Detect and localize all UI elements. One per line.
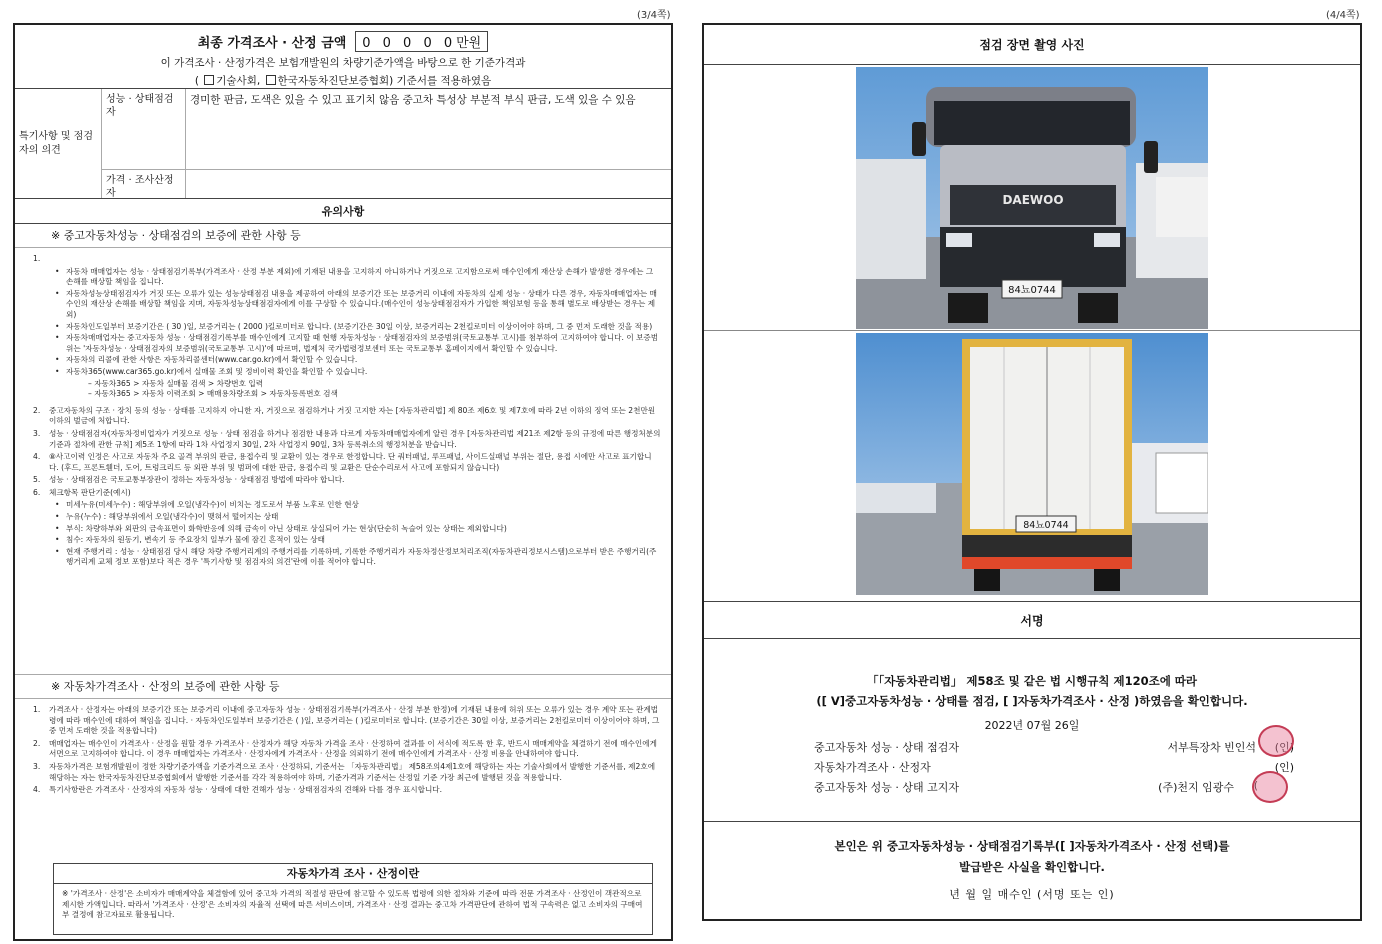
special-notes-section (15, 89, 671, 199)
seal-mark: (인) (1274, 761, 1294, 774)
signer-row (814, 759, 1294, 777)
bullet-dot: • (55, 288, 60, 298)
bullet-text: 자동차성능상태점검자가 거짓 또는 오류가 있는 성능상태점검 내용을 제공하여 아래의 보증기간 또는 보증거리 이내에 자동차의 실제 성능 · 상태가 다른 경우, 자동차매매업자는 매수인의 재산상 손해를 배상할 책임을 지며, 자동차성능상태점검자에게 이를 구상할 수 있습니다.(매수인이 성능상태점검자가 가입한 책임보험 등을 통해 별도로 배상받는 경우는 제외) (66, 288, 658, 319)
buyer-line-1: 본인은 위 중고자동차성능 · 상태점검기록부([ ]자동차가격조사 · 산정 선택)를 (834, 839, 1230, 853)
inspection-notes-page (13, 23, 673, 941)
list-bullet (55, 535, 661, 546)
inspection-photo-page (702, 23, 1362, 921)
price-note-line1: 이 가격조사 · 산정가격은 보험개발원의 차량기준가액을 바탕으로 한 기준가격과 (160, 57, 526, 69)
photo-section-title: 점검 장면 촬영 사진 (704, 25, 1360, 65)
signer-name: (주)천지 임광수 (1158, 781, 1234, 794)
bullet-dot: • (55, 333, 60, 343)
seal-stamp-inspector (1258, 725, 1294, 757)
signature-rows (704, 737, 1360, 797)
list-bullet (55, 289, 661, 321)
item-number: 4. (33, 785, 41, 795)
final-price-block (15, 25, 671, 89)
signer-role: 중고자동차 성능 · 상태 점검자 (814, 741, 959, 754)
item-number: 5. (33, 475, 41, 485)
item-text: ⑧사고이력 인정은 사고로 자동차 주요 골격 부위의 판금, 용접수리 및 교환이 있는 경우로 한정합니다. 단 쿼터패널, 루프패널, 사이드실패널 부위는 절단, 용접 시에만 사고로 표기합니다. (후드, 프론트휀더, 도어, 트렁크리드 등 외판 부위 및 범퍼에 대한 판금, 용접수리 및 교환은 단순수리로서 사고에 포함되지 않습니다) (49, 452, 652, 472)
photo-front (704, 65, 1360, 331)
list-item (33, 739, 661, 760)
list-bullet (55, 512, 661, 523)
cert-line-1: 「「자동차관리법」 제58조 및 같은 법 시행규칙 제120조에 따라 (866, 674, 1198, 688)
bullet-dot: • (55, 546, 60, 556)
item-text: 중고자동차의 구조 · 장치 등의 성능 · 상태를 고지하지 아니한 자, 거짓으로 점검하거나 거짓 고지한 자는 [자동차관리법] 제 80조 제6호 및 제7호에 따라 2년 이하의 징역 또는 2천만원 이하의 벌금에 처합니다. (49, 405, 656, 426)
definition-text: ※ '가격조사 · 산정'은 소비자가 매매계약을 체결함에 있어 중고차 가격의 적절성 판단에 참고할 수 있도록 법령에 의한 절차와 기준에 따라 전문 가격조사 · 산정인이 객관적으로 제시한 가액입니다. 따라서 '가격조사 · 산정'은 소비자의 자율적 선택에 따른 서비스이며, 가격조사 · 산정 결과는 중고차 가격판단에 관하여 법적 구속력은 없고 소비자의 구매여부 결정에 참고자료로 활용됩니다. (62, 889, 643, 920)
bullet-text: 자동차인도일부터 보증기간은 ( 30 )일, 보증거리는 ( 2000 )킬로미터로 합니다. (보증기간은 30일 이상, 보증거리는 2천킬로미터 이상이어야 하며, 그 중 먼저 도래한 것을 적용) (66, 321, 653, 331)
special-notes-label: 특기사항 및 점검자의 의견 (15, 89, 102, 198)
price-note-line2 (15, 73, 671, 88)
checkbox-kadia[interactable] (266, 75, 276, 85)
bullet-dot: • (55, 523, 60, 533)
option-tech-society: 기술사회, (216, 75, 261, 87)
sub-instruction: – 자동차365 > 자동차 실매물 검색 > 차량번호 입력 (88, 378, 264, 388)
item-number: 2. (33, 405, 41, 415)
inspector-opinion: 경미한 판금, 도색은 있을 수 있고 표기치 않음 중고차 특성상 부분적 부식 판금, 도색 있을 수 있음 (190, 94, 636, 106)
appraisal-definition-box (53, 863, 653, 935)
list-bullet (55, 322, 661, 333)
page-number-right: (4/4쪽) (1326, 10, 1360, 21)
list-bullet (55, 367, 661, 378)
item-text: 특기사항란은 가격조사 · 산정자의 자동차 성능 · 상태에 대한 견해가 성능 · 상태점검자의 견해와 다를 경우 표시합니다. (49, 785, 443, 795)
buyer-line-2: 발급받은 사실을 확인합니다. (959, 860, 1105, 874)
list-bullet (55, 547, 661, 568)
bullet-dot: • (55, 512, 60, 522)
warranty-list (15, 248, 671, 675)
item-number: 1. (33, 254, 41, 263)
sub-instruction: – 자동차365 > 자동차 이력조회 > 매매용차량조회 > 자동차등록번호 검색 (88, 389, 338, 399)
page-number-left: (3/4쪽) (637, 10, 671, 21)
bullet-text: 부식: 차량하부와 외판의 금속표면이 화학반응에 의해 금속이 아닌 상태로 상실되어 가는 현상(단순히 녹슬어 있는 상태는 제외합니다) (66, 523, 507, 533)
list-bullet (55, 333, 661, 354)
signer-row (814, 779, 1294, 797)
list-item (33, 762, 661, 783)
list-item (33, 475, 661, 486)
list-bullet (55, 267, 661, 288)
item-number: 4. (33, 452, 41, 462)
item-text: 매매업자는 매수인이 가격조사 · 산정을 원할 경우 가격조사 · 산정자가 해당 자동차 가격을 조사 · 산정하여 결과를 이 서식에 적도록 한 후, 반드시 매매계약을 체결하기 전에 매수인에게 서면으로 고지하여야 합니다. 이 경우 매매업자는 가격조사 · 산정자에게 가격조사 · 산정을 의뢰하기 전에 매수인에게 가격조사 · 산정 비용을 안내하여야 합니다. (49, 738, 657, 759)
truck-rear-photo (856, 333, 1208, 595)
bullet-text: 현재 주행거리 : 성능 · 상태점검 당시 해당 차량 주행거리계의 주행거리를 기록하며, 기록한 주행거리가 자동차정산정보처리조직(자동차관리정보시스템)으로부터 받은 주행거리(주행거리계 교체 정보 포함)보다 적은 경우 '특기사항 및 점검자의 의견'란에 이를 적어야 합니다. (66, 546, 657, 567)
bullet-dot: • (55, 355, 60, 365)
price-unit: 만원 (456, 36, 482, 51)
checkbox-tech-society[interactable] (204, 75, 214, 85)
bullet-dot: • (55, 500, 60, 510)
inspector-label: 성능 · 상태점검자 (102, 89, 186, 169)
signer-row (814, 739, 1294, 757)
list-item (33, 406, 661, 427)
item-number: 1. (33, 705, 41, 714)
bullet-dot: • (55, 366, 60, 376)
list-item (33, 705, 661, 737)
price-warranty-section-title: ※ 자동차가격조사 · 산정의 보증에 관한 사항 등 (15, 675, 671, 699)
item-text: 체크항목 판단기준(예시) (49, 487, 131, 497)
warranty-section-title: ※ 중고자동차성능 · 상태점검의 보증에 관한 사항 등 (15, 224, 671, 248)
brand-text: DAEWOO (1002, 192, 1064, 207)
rear-plate: 84뇨0744 (1023, 520, 1069, 531)
signer-role: 자동차가격조사 · 산정자 (814, 761, 931, 774)
inspection-date: 2022년 07월 26일 (984, 719, 1080, 732)
option-kadia: 한국자동차진단보증협회) 기준서를 적용하였음 (277, 75, 492, 87)
bullet-dot: • (55, 266, 60, 276)
seal-mark: (인) (1274, 741, 1294, 754)
item-number: 2. (33, 738, 41, 748)
price-amount: 0 0 0 0 0 (362, 36, 457, 51)
item-text: 가격조사 · 산정자는 아래의 보증기간 또는 보증거리 이내에 중고자동차 성능 · 상태점검기록부(가격조사 · 산정 부분 한정)에 기재된 내용에 허위 또는 오류가 있는 경우 계약 또는 관계법령에 따라 매수인에 대하여 책임을 집니다. · 자동차인도일부터 보증기간은 ( )일, 보증거리는 ( )킬로미터로 합니다. (보증기간은 30일 이상, 보증거리는 2천킬로미터 이상이어야 하며, 그 중 먼저 도래한 것을 적용합니다) (49, 705, 660, 736)
item-text: 성능 · 상태점검자(자동차정비업자가 거짓으로 성능 · 상태 점검을 하거나 점검한 내용과 다르게 자동차매매업자에게 알린 경우 [자동차관리법 제21조 제2항 등의 규정에 따른 행정처분의 기준과 절차에 관한 규칙] 제5조 1항에 따라 1차 사업정지 30일, 2차 사업정지 90일, 3차 등록취소의 행정처분을 받습니다. (49, 428, 661, 449)
list-item (33, 488, 661, 499)
signer-name: 서부특장차 빈인석 (1167, 741, 1256, 754)
truck-front-photo (856, 67, 1208, 329)
bullet-text: 자동차 매매업자는 성능 · 상태점검기록부(가격조사 · 산정 부분 제외)에 기재된 내용을 고지하지 아니하거나 거짓으로 고지함으로써 매수인에게 재산상 손해가 발생한 경우에는 그 손해를 배상할 책임을 집니다. (66, 266, 654, 287)
list-bullet (55, 355, 661, 366)
buyer-confirmation (704, 821, 1360, 902)
certification-text (704, 639, 1360, 711)
item-text: 성능 · 상태점검은 국토교통부장관이 정하는 자동차성능 · 상태점검 방법에 따라야 합니다. (49, 475, 345, 485)
cert-line-2: ([ V]중고자동차성능 · 상태를 점검, [ ]자동차가격조사 · 산정 )하였음을 확인합니다. (816, 694, 1248, 708)
list-item (33, 785, 661, 796)
front-plate: 84뇨0744 (1008, 284, 1056, 296)
list-item (33, 452, 661, 473)
signer-role: 중고자동차 성능 · 상태 고지자 (814, 781, 959, 794)
item-text: 자동차가격은 보험개발원이 정한 차량기준가액을 기준가격으로 조사 · 산정하되, 기준서는 「자동차관리법」 제58조의4제1호에 해당하는 자는 기술사회에서 발행한 기준서를, 제2호에 해당하는 자는 한국자동차진단보증협회에서 발행한 기준서를 각각 적용하여야 하며, 기준가격과 기준서는 산정일 기준 가장 최근에 발행된 것을 적용합니다. (49, 761, 656, 782)
price-warranty-list (15, 699, 671, 847)
item-number: 3. (33, 428, 41, 438)
item-number: 6. (33, 487, 41, 497)
price-amount-box (355, 31, 488, 52)
appraiser-opinion (186, 170, 671, 198)
list-bullet (55, 524, 661, 535)
buyer-signature-line: 년 월 일 매수인 (서명 또는 인) (949, 888, 1115, 901)
bullet-text: 침수: 자동차의 원동기, 변속기 등 주요장치 일부가 물에 잠긴 흔적이 있는 상태 (66, 535, 325, 545)
bullet-dot: • (55, 535, 60, 545)
bullet-dot: • (55, 321, 60, 331)
price-title: 최종 가격조사 · 산정 금액 (197, 36, 347, 51)
seal-mark: ( (1253, 779, 1258, 792)
list-item (33, 254, 661, 265)
list-item (33, 429, 661, 450)
list-bullet (55, 500, 661, 511)
bullet-text: 자동차의 리콜에 관한 사항은 자동차리콜센터(www.car.go.kr)에서 확인할 수 있습니다. (66, 355, 358, 365)
photo-rear (704, 331, 1360, 597)
notice-title: 유의사항 (15, 199, 671, 224)
definition-title: 자동차가격 조사 · 산정이란 (54, 864, 652, 884)
bullet-text: 자동차365(www.car365.go.kr)에서 실매물 조회 및 정비이력 확인을 확인할 수 있습니다. (66, 366, 368, 376)
bullet-text: 미세누유(미세누수) : 해당부위에 오일(냉각수)이 비치는 정도로서 부품 노후로 인한 현상 (66, 500, 359, 510)
bullet-text: 자동차매매업자는 중고자동차 성능 · 상태점검기록부를 매수인에게 고지할 때 현행 자동차성능 · 상태점검자의 보증범위(국토교통부 고시)를 첨부하여 고지하여야 합니다. 이 보증범위는 '자동차성능 · 상태점검자의 보증범위(국토교통부 고시)'에 따르며, 법제처 국가법령정보센터 또는 국토교통부 홈페이지에서 확인할 수 있습니다. (66, 333, 659, 353)
price-paren: ( (194, 75, 199, 87)
appraiser-label: 가격 · 조사산정자 (102, 170, 186, 198)
item-number: 3. (33, 761, 41, 771)
bullet-text: 누유(누수) : 해당부위에서 오일(냉각수)이 맺혀서 떨어지는 상태 (66, 512, 279, 522)
signature-section-title: 서명 (704, 601, 1360, 639)
seal-stamp-notifier (1252, 771, 1288, 803)
